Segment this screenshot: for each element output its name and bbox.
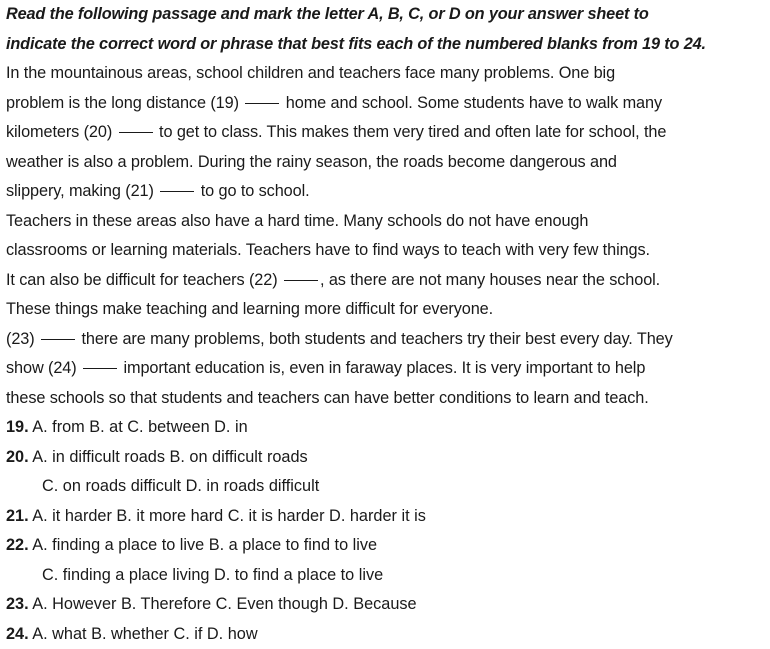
blank-20[interactable] <box>119 131 153 133</box>
blank-21[interactable] <box>160 190 194 192</box>
blank-19[interactable] <box>245 102 279 104</box>
passage-line <box>6 89 662 119</box>
passage-text: there are many problems, both students and teachers try their best every day. They <box>81 330 672 348</box>
passage-line <box>6 354 645 384</box>
question-19 <box>6 413 248 443</box>
passage-text: show (24) <box>6 359 77 377</box>
question-20-options-cont[interactable]: C. on roads difficult D. in roads difficult <box>42 472 319 502</box>
blank-22[interactable] <box>284 279 318 281</box>
passage-line: These things make teaching and learning more difficult for everyone. <box>6 295 493 325</box>
instruction-line-1: Read the following passage and mark the letter A, B, C, or D on your answer sheet to <box>6 0 649 30</box>
passage-line: classrooms or learning materials. Teachers have to find ways to teach with very few things. <box>6 236 650 266</box>
question-20 <box>6 443 308 473</box>
passage-text: to get to class. This makes them very tired and often late for school, the <box>159 123 666 141</box>
passage-line <box>6 177 310 207</box>
passage-text: It can also be difficult for teachers (22) <box>6 271 278 289</box>
passage-line: these schools so that students and teachers can have better conditions to learn and teach. <box>6 384 649 414</box>
passage-line: In the mountainous areas, school children and teachers face many problems. One big <box>6 59 615 89</box>
question-22-options-cont[interactable]: C. finding a place living D. to find a place to live <box>42 561 383 591</box>
passage-text: kilometers (20) <box>6 123 112 141</box>
passage-text: home and school. Some students have to walk many <box>286 94 662 112</box>
passage-text: slippery, making (21) <box>6 182 154 200</box>
passage-line <box>6 266 660 296</box>
question-options[interactable]: A. in difficult roads B. on difficult roads <box>32 448 307 466</box>
question-options[interactable]: A. from B. at C. between D. in <box>32 418 247 436</box>
question-24 <box>6 620 258 649</box>
blank-24[interactable] <box>83 367 117 369</box>
passage-line: Teachers in these areas also have a hard time. Many schools do not have enough <box>6 207 588 237</box>
question-number: 20. <box>6 448 29 466</box>
question-options[interactable]: A. However B. Therefore C. Even though D. Because <box>32 595 416 613</box>
question-number: 21. <box>6 507 29 525</box>
question-options[interactable]: A. what B. whether C. if D. how <box>32 625 257 643</box>
question-22 <box>6 531 377 561</box>
question-21 <box>6 502 426 532</box>
question-23 <box>6 590 417 620</box>
passage-text: to go to school. <box>201 182 310 200</box>
passage-text: important education is, even in faraway places. It is very important to help <box>123 359 645 377</box>
blank-23[interactable] <box>41 338 75 340</box>
question-number: 19. <box>6 418 29 436</box>
question-number: 22. <box>6 536 29 554</box>
passage-text: problem is the long distance (19) <box>6 94 239 112</box>
question-number: 24. <box>6 625 29 643</box>
passage-line <box>6 118 666 148</box>
question-number: 23. <box>6 595 29 613</box>
passage-text: (23) <box>6 330 35 348</box>
instruction-line-2: indicate the correct word or phrase that best fits each of the numbered blanks from 19 to 24. <box>6 30 706 60</box>
passage-text: , as there are not many houses near the school. <box>320 271 660 289</box>
passage-line: weather is also a problem. During the rainy season, the roads become dangerous and <box>6 148 617 178</box>
question-options[interactable]: A. finding a place to live B. a place to find to live <box>32 536 377 554</box>
passage-line <box>6 325 673 355</box>
question-options[interactable]: A. it harder B. it more hard C. it is harder D. harder it is <box>32 507 426 525</box>
